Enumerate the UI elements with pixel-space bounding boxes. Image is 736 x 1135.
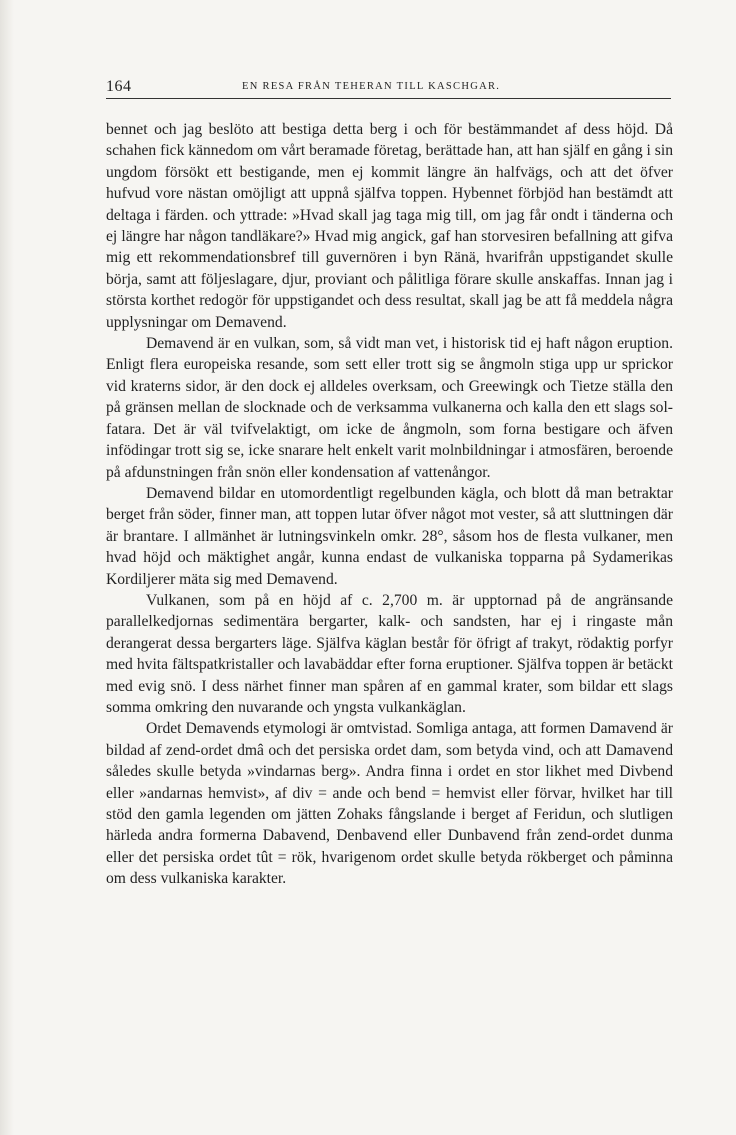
running-title: EN RESA FRÅN TEHERAN TILL KASCHGAR. xyxy=(242,81,501,92)
body-text xyxy=(106,119,673,890)
paragraph-1: bennet och jag beslöto att bestiga detta berg i och för bestämmandet af dess höjd. Då schahen fick kännedom om vårt beramade företag, berättade han, att han själf en gång i sin ungdom försökt ett bestigande, men ej kommit längre än halfvägs, och att det öfver hufvud vore nästan omöjligt att uppnå själfva toppen. Hybennet förbjöd han bestämdt att deltaga i färden. och yttrade: »Hvad skall jag taga mig till, om jag får ondt i tänderna och ej längre har någon tandläkare?» Hvad mig angick, gaf han storvesiren befallning att gifva mig ett rekommendationsbref till guvernören i byn Ränä, hvarifrån uppstigandet skulle börja, samt att följeslagare, djur, proviant och pålitliga förare skulle anskaffas. Innan jag i största korthet redogör för uppstigandet och dess resultat, skall jag be att få meddela några upplysningar om Demavend. xyxy=(106,121,673,331)
page-number: 164 xyxy=(106,78,132,95)
page-edge-shadow xyxy=(0,0,14,1135)
paragraph-4: Vulkanen, som på en höjd af c. 2,700 m. är upptornad på de angränsande parallelkedjornas sedimentära bergarter, kalk- och sandsten, har ej i ringaste mån derangerat dessa bergarters läge. Själfva käglan består för öfrigt af trakyt, rödaktig porfyr med hvita fältspatkristaller och lavabäddar efter forna eruptioner. Själfva toppen är betäckt med evig snö. I dess närhet finner man spåren af en gammal krater, som bildar ett slags somma omkring den nuvarande och yngsta vulkankäglan. xyxy=(106,591,673,716)
paragraph-2: Demavend är en vulkan, som, så vidt man vet, i historisk tid ej haft någon eruption. Enligt flera europeiska resande, som sett eller trott sig se ångmoln stiga upp ur sprickor vid kraterns sidor, är den dock ej alldeles overksam, och Greewingk och Tietze ställa den på gränsen mellan de slocknade och de verksamma vulkanerna och kalla den ett slags solfatara. Det är väl tvifvelaktigt, om icke de ångmoln, som forna bestigare och äfven infödingar trott sig se, icke snarare helt enkelt varit molnbildningar i atmosfären, beroende på afdunstningen från snön eller kondensation af vattenångor. xyxy=(106,335,673,481)
paragraph-3: Demavend bildar en utomordentligt regelbunden kägla, och blott då man betraktar berget från söder, finner man, att toppen lutar öfver något mot vester, så att sluttningen där är brantare. I allmänhet är lutningsvinkeln omkr. 28°, såsom hos de flesta vulkaner, men hvad höjd och mäktighet angår, kunna endast de vulkaniska topparna på Sydamerikas Kordiljerer mäta sig med Demavend. xyxy=(106,484,673,588)
paragraph-5: Ordet Demavends etymologi är omtvistad. Somliga antaga, att formen Damavend är bildad af zend-ordet dmâ och det persiska ordet dam, som betyda vind, och att Damavend således skulle betyda »vindarnas berg». Andra finna i ordet en stor likhet med Divbend eller »andarnas hemvist», af div = ande och bend = hemvist eller förvar, hvilket har till stöd den gamla legenden om jätten Zohaks fångslande i berget af Feridun, och slutligen härleda andra formerna Dabavend, Denbavend eller Dunbavend från zend-ordet dunma eller det persiska ordet tût = rök, hvarigenom ordet skulle betyda rökberget och påminna om dess vulkaniska karakter. xyxy=(106,720,673,888)
running-head xyxy=(106,78,671,99)
